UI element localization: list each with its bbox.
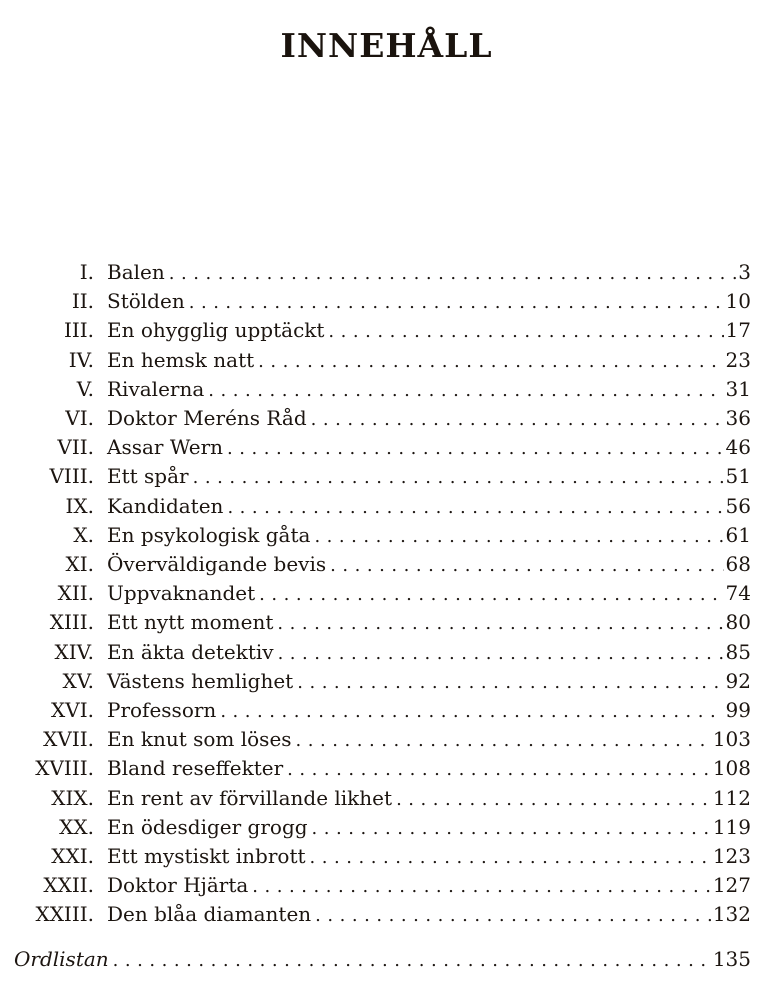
- chapter-number: XXI.: [51, 844, 94, 868]
- chapter-line: [107, 754, 751, 784]
- chapter-title: Uppvaknandet: [107, 581, 256, 606]
- chapter-number: II.: [71, 289, 94, 314]
- chapter-title: Stölden: [107, 289, 185, 314]
- chapter-page: 31: [725, 376, 751, 401]
- chapter-page: 74: [725, 581, 751, 606]
- appendix-page: 135: [712, 947, 751, 971]
- chapter-page: 127: [712, 873, 751, 898]
- chapter-page: 3: [738, 260, 751, 284]
- chapter-number: XIX.: [51, 785, 94, 810]
- leader-dots: [277, 609, 723, 638]
- chapter-line: [107, 842, 751, 872]
- chapter-line: [107, 900, 751, 930]
- chapter-title: En knut som löses: [107, 727, 292, 752]
- chapter-number: XI.: [65, 552, 94, 576]
- leader-dots: [169, 259, 737, 288]
- toc-entry: [0, 433, 773, 462]
- leader-dots: [330, 551, 723, 580]
- leader-dots: [328, 317, 723, 346]
- toc-entry: [0, 287, 773, 316]
- chapter-title: Assar Wern: [107, 435, 224, 460]
- chapter-number: III.: [63, 318, 94, 343]
- chapter-line: [107, 696, 751, 726]
- chapter-page: 17: [725, 318, 751, 343]
- toc-entry: [0, 404, 773, 433]
- chapter-line: [107, 433, 751, 463]
- leader-dots: [396, 785, 711, 814]
- chapter-title: Västens hemlighet: [107, 668, 294, 693]
- toc-entry-ordlistan: [14, 945, 751, 974]
- toc-entry: [0, 754, 773, 783]
- chapter-page: 61: [725, 522, 751, 547]
- toc-entry: [0, 784, 773, 813]
- chapter-line: [107, 375, 751, 405]
- leader-dots: [311, 405, 724, 434]
- leader-dots: [258, 347, 723, 376]
- chapter-line: [107, 492, 751, 522]
- chapter-page: 46: [725, 435, 751, 460]
- chapter-line: [107, 638, 751, 668]
- chapter-page: 56: [725, 493, 751, 518]
- leader-dots: [189, 288, 724, 317]
- chapter-title: En hemsk natt: [107, 347, 255, 372]
- chapter-title: En äkta detektiv: [107, 639, 274, 664]
- toc-entry: [0, 871, 773, 900]
- chapter-line: [107, 316, 751, 346]
- leader-dots: [252, 872, 711, 901]
- chapter-title: Professorn: [107, 698, 217, 722]
- chapter-number: XVI.: [51, 698, 94, 722]
- chapter-title: Ett mystiskt inbrott: [107, 844, 306, 868]
- chapter-line: [107, 871, 751, 901]
- chapter-title: En ödesdiger grogg: [107, 814, 308, 839]
- chapter-page: 123: [712, 844, 751, 868]
- chapter-title: Ett nytt moment: [107, 610, 274, 635]
- leader-dots: [227, 434, 724, 463]
- chapter-line: [107, 579, 751, 609]
- chapter-line: [107, 287, 751, 317]
- chapter-line: [107, 346, 751, 376]
- chapter-title: En rent av förvillande likhet: [107, 785, 393, 810]
- chapter-line: [107, 725, 751, 755]
- leader-dots: [315, 901, 711, 930]
- leader-dots: [310, 843, 711, 872]
- toc-entry: [0, 375, 773, 404]
- toc-entry: [0, 346, 773, 375]
- toc-entry: [0, 258, 773, 287]
- leader-dots: [278, 639, 724, 668]
- chapter-line: [107, 404, 751, 434]
- chapter-number: XVIII.: [35, 756, 94, 781]
- chapter-title: En ohygglig upptäckt: [107, 318, 325, 343]
- leader-dots: [297, 668, 723, 697]
- chapter-line: [107, 667, 751, 697]
- leader-dots: [208, 376, 723, 405]
- chapter-page: 132: [712, 902, 751, 927]
- chapter-number: IX.: [65, 493, 94, 518]
- chapter-number: XX.: [59, 814, 94, 839]
- chapter-line: [107, 521, 751, 551]
- leader-dots: [287, 755, 711, 784]
- chapter-number: VIII.: [49, 464, 94, 489]
- toc-entry: [0, 725, 773, 754]
- chapter-number: V.: [76, 376, 94, 401]
- chapter-number: I.: [79, 260, 94, 284]
- chapter-page: 99: [725, 698, 751, 722]
- chapter-line: [107, 608, 751, 638]
- leader-dots: [193, 463, 724, 492]
- chapter-page: 80: [725, 610, 751, 635]
- toc-entry: [0, 462, 773, 491]
- chapter-number: XXII.: [43, 873, 94, 898]
- chapter-page: 23: [725, 347, 751, 372]
- leader-dots: [296, 726, 711, 755]
- chapter-title: Ett spår: [107, 464, 189, 489]
- leader-dots: [227, 493, 723, 522]
- chapter-page: 51: [725, 464, 751, 489]
- toc-entry: [0, 316, 773, 345]
- toc-entry: [0, 900, 773, 929]
- chapter-line: [107, 258, 751, 288]
- chapter-number: XV.: [62, 668, 94, 693]
- chapter-line: [107, 784, 751, 814]
- leader-dots: [220, 697, 723, 726]
- chapter-page: 108: [712, 756, 751, 781]
- chapter-line: [107, 462, 751, 492]
- chapter-page: 112: [712, 785, 751, 810]
- chapter-number: VII.: [57, 435, 94, 460]
- chapter-page: 92: [725, 668, 751, 693]
- leader-dots: [312, 814, 711, 843]
- page-title: INNEHÅLL: [280, 26, 493, 65]
- leader-dots: [113, 946, 711, 975]
- chapter-number: XIII.: [49, 610, 94, 635]
- chapter-number: VI.: [65, 406, 94, 430]
- chapter-line: [107, 813, 751, 843]
- chapter-page: 103: [712, 727, 751, 752]
- chapter-line: [107, 550, 751, 580]
- chapter-page: 85: [725, 639, 751, 664]
- chapter-number: IV.: [68, 347, 94, 372]
- toc-entry: [0, 492, 773, 521]
- chapter-title: En psykologisk gåta: [107, 522, 311, 547]
- toc-entry: [0, 550, 773, 579]
- chapter-number: XIV.: [54, 639, 94, 664]
- chapter-number: X.: [73, 522, 94, 547]
- toc-entry: [0, 842, 773, 871]
- chapter-title: Doktor Hjärta: [107, 873, 249, 898]
- chapter-page: 36: [725, 406, 751, 430]
- leader-dots: [259, 580, 723, 609]
- chapter-page: 68: [725, 552, 751, 576]
- toc-entry: [0, 813, 773, 842]
- chapter-title: Rivalerna: [107, 376, 205, 401]
- chapter-number: XII.: [57, 581, 94, 606]
- leader-dots: [314, 522, 723, 551]
- chapter-title: Överväldigande bevis: [107, 552, 327, 576]
- chapter-number: XVII.: [43, 727, 94, 752]
- toc-entry: [0, 667, 773, 696]
- chapter-page: 119: [712, 814, 751, 839]
- toc-entry: [0, 521, 773, 550]
- toc-entry: [0, 696, 773, 725]
- chapter-page: 10: [725, 289, 751, 314]
- toc-entry: [0, 638, 773, 667]
- chapter-title: Den blåa diamanten: [107, 902, 312, 927]
- chapter-title: Doktor Meréns Råd: [107, 406, 307, 430]
- chapter-title: Bland reseffekter: [107, 756, 284, 781]
- chapter-title: Balen: [107, 260, 165, 284]
- chapter-number: XXIII.: [35, 902, 94, 927]
- toc-entry: [0, 608, 773, 637]
- toc-entry: [0, 579, 773, 608]
- appendix-title: Ordlistan: [14, 947, 109, 971]
- chapter-title: Kandidaten: [107, 493, 224, 518]
